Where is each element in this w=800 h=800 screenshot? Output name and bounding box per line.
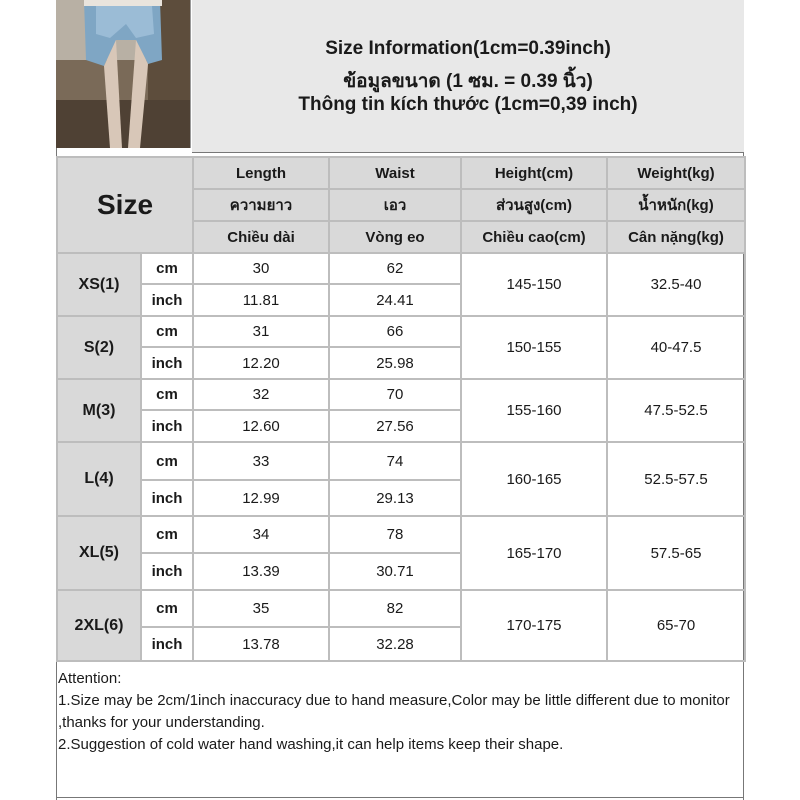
unit-inch-cell: inch bbox=[141, 480, 193, 516]
length-inch-cell: 12.60 bbox=[193, 410, 329, 442]
waist-inch-cell: 29.13 bbox=[329, 480, 461, 516]
size-name-cell: 2XL(6) bbox=[57, 590, 141, 661]
column-header-height: Height(cm) bbox=[461, 157, 607, 189]
height-cell: 165-170 bbox=[461, 516, 607, 590]
length-cm-cell: 31 bbox=[193, 316, 329, 347]
weight-cell: 47.5-52.5 bbox=[607, 379, 745, 442]
table-row-cm bbox=[57, 253, 745, 284]
product-photo bbox=[56, 0, 191, 148]
size-name-cell: M(3) bbox=[57, 379, 141, 442]
unit-cm-cell: cm bbox=[141, 590, 193, 627]
column-header-waist-vietnamese: Vòng eo bbox=[329, 221, 461, 253]
header-title-thai: ข้อมูลขนาด (1 ซม. = 0.39 นิ้ว) bbox=[343, 71, 593, 92]
waist-inch-cell: 30.71 bbox=[329, 553, 461, 590]
table-row-cm bbox=[57, 590, 745, 627]
unit-cm-cell: cm bbox=[141, 516, 193, 553]
table-row-cm bbox=[57, 379, 745, 410]
unit-cm-cell: cm bbox=[141, 253, 193, 284]
attention-note-1: 1.Size may be 2cm/1inch inaccuracy due to hand measure,Color may be little different due to monitor ,thanks for your understanding. bbox=[58, 692, 730, 731]
waist-inch-cell: 32.28 bbox=[329, 627, 461, 661]
length-cm-cell: 35 bbox=[193, 590, 329, 627]
unit-cm-cell: cm bbox=[141, 379, 193, 410]
column-header-height-vietnamese: Chiều cao(cm) bbox=[461, 221, 607, 253]
length-cm-cell: 34 bbox=[193, 516, 329, 553]
size-info-header bbox=[192, 0, 744, 153]
size-name-cell: XL(5) bbox=[57, 516, 141, 590]
frame-bottom-border bbox=[56, 797, 744, 798]
height-cell: 170-175 bbox=[461, 590, 607, 661]
column-header-waist-thai: เอว bbox=[329, 189, 461, 221]
column-header-weight-vietnamese: Cân nặng(kg) bbox=[607, 221, 745, 253]
unit-inch-cell: inch bbox=[141, 627, 193, 661]
weight-cell: 32.5-40 bbox=[607, 253, 745, 316]
size-chart-table bbox=[56, 156, 746, 662]
length-cm-cell: 32 bbox=[193, 379, 329, 410]
weight-cell: 52.5-57.5 bbox=[607, 442, 745, 516]
table-header-row-english bbox=[57, 157, 745, 189]
header-title-vietnamese: Thông tin kích thước (1cm=0,39 inch) bbox=[298, 94, 638, 115]
waist-cm-cell: 82 bbox=[329, 590, 461, 627]
weight-cell: 65-70 bbox=[607, 590, 745, 661]
unit-inch-cell: inch bbox=[141, 410, 193, 442]
table-row-cm bbox=[57, 516, 745, 553]
column-header-length-vietnamese: Chiều dài bbox=[193, 221, 329, 253]
unit-inch-cell: inch bbox=[141, 347, 193, 379]
column-header-height-thai: ส่วนสูง(cm) bbox=[461, 189, 607, 221]
unit-cm-cell: cm bbox=[141, 442, 193, 480]
size-name-cell: S(2) bbox=[57, 316, 141, 379]
length-inch-cell: 12.99 bbox=[193, 480, 329, 516]
size-name-cell: L(4) bbox=[57, 442, 141, 516]
column-header-length-thai: ความยาว bbox=[193, 189, 329, 221]
weight-cell: 40-47.5 bbox=[607, 316, 745, 379]
length-inch-cell: 12.20 bbox=[193, 347, 329, 379]
weight-cell: 57.5-65 bbox=[607, 516, 745, 590]
length-inch-cell: 13.39 bbox=[193, 553, 329, 590]
length-cm-cell: 33 bbox=[193, 442, 329, 480]
waist-cm-cell: 74 bbox=[329, 442, 461, 480]
attention-title: Attention: bbox=[58, 670, 122, 687]
size-name-cell: XS(1) bbox=[57, 253, 141, 316]
column-header-waist: Waist bbox=[329, 157, 461, 189]
unit-inch-cell: inch bbox=[141, 284, 193, 316]
column-header-weight-thai: น้ำหนัก(kg) bbox=[607, 189, 745, 221]
length-inch-cell: 11.81 bbox=[193, 284, 329, 316]
unit-inch-cell: inch bbox=[141, 553, 193, 590]
waist-inch-cell: 24.41 bbox=[329, 284, 461, 316]
waist-inch-cell: 25.98 bbox=[329, 347, 461, 379]
waist-cm-cell: 66 bbox=[329, 316, 461, 347]
length-cm-cell: 30 bbox=[193, 253, 329, 284]
column-header-length: Length bbox=[193, 157, 329, 189]
waist-cm-cell: 78 bbox=[329, 516, 461, 553]
height-cell: 150-155 bbox=[461, 316, 607, 379]
column-header-weight: Weight(kg) bbox=[607, 157, 745, 189]
header-title-english: Size Information(1cm=0.39inch) bbox=[325, 38, 611, 59]
height-cell: 145-150 bbox=[461, 253, 607, 316]
attention-notes bbox=[58, 668, 742, 756]
waist-inch-cell: 27.56 bbox=[329, 410, 461, 442]
length-inch-cell: 13.78 bbox=[193, 627, 329, 661]
height-cell: 160-165 bbox=[461, 442, 607, 516]
attention-note-2: 2.Suggestion of cold water hand washing,it can help items keep their shape. bbox=[58, 736, 564, 753]
size-column-header: Size bbox=[57, 157, 193, 253]
table-row-cm bbox=[57, 442, 745, 480]
table-row-cm bbox=[57, 316, 745, 347]
waist-cm-cell: 62 bbox=[329, 253, 461, 284]
height-cell: 155-160 bbox=[461, 379, 607, 442]
unit-cm-cell: cm bbox=[141, 316, 193, 347]
waist-cm-cell: 70 bbox=[329, 379, 461, 410]
